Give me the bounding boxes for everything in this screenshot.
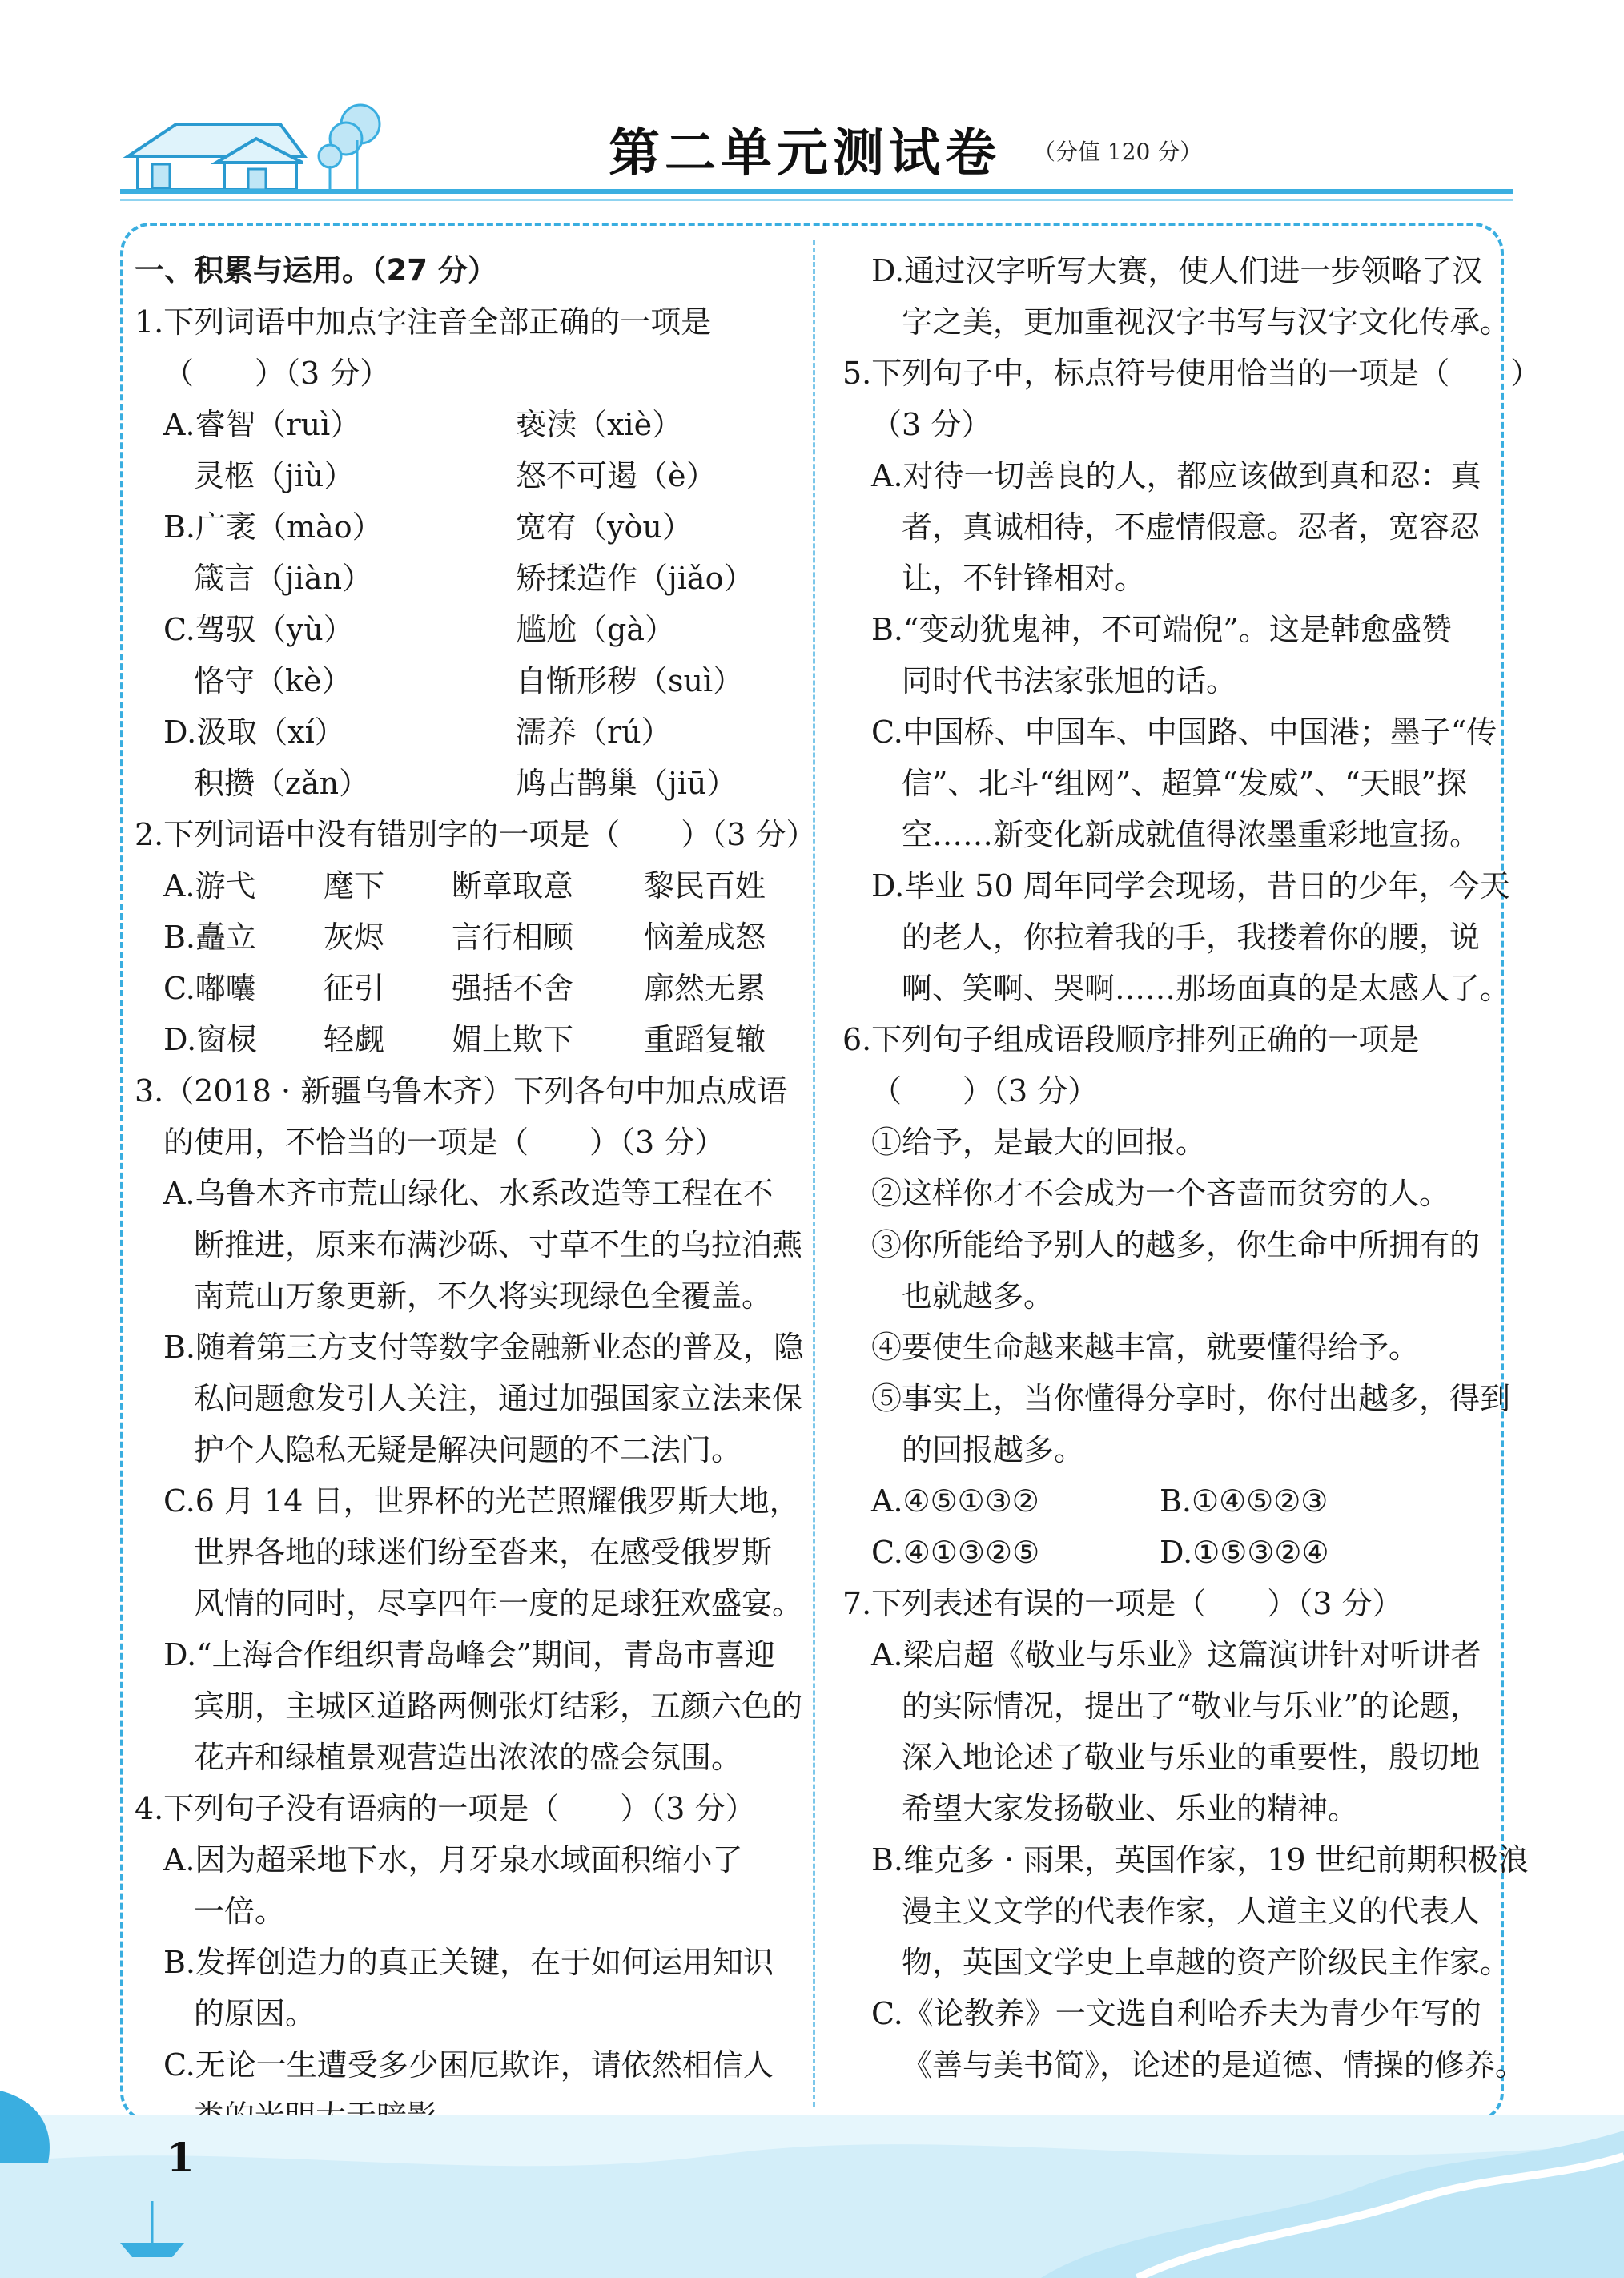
text-line: 同时代书法家张旭的话。: [902, 663, 1237, 698]
question-text: 6.下列句子组成语段顺序排列正确的一项是: [842, 1022, 1420, 1057]
option-row: [135, 399, 791, 450]
text-line: 希望大家发扬敬业、乐业的精神。: [902, 1791, 1359, 1826]
option-term: 尴尬（gà）: [516, 612, 675, 647]
option-word: C.嘟囔: [163, 971, 256, 1006]
option-term: 积攒（zǎn）: [194, 766, 370, 801]
text-line: 物，英国文学史上卓越的资产阶级民主作家。: [902, 1945, 1511, 1980]
option-word: 媚上欺下: [452, 1022, 574, 1057]
text-line: C.6 月 14 日，世界杯的光芒照耀俄罗斯大地，: [163, 1483, 800, 1519]
option-word: 断章取意: [452, 868, 574, 904]
option-word: 强括不舍: [452, 971, 574, 1006]
text-line: 《善与美书简》，论述的是道德、情操的修养。: [902, 2047, 1526, 2083]
option-row: [135, 553, 791, 604]
option-term: 亵渎（xiè）: [516, 407, 683, 442]
option-word: 灰烬: [324, 920, 385, 955]
text-line: 的实际情况，提出了“敬业与乐业”的论题，: [902, 1688, 1481, 1724]
option-row: [135, 758, 791, 809]
text-line: ⑤事实上，当你懂得分享时，你付出越多，得到: [871, 1381, 1511, 1416]
option-term: 濡养（rú）: [516, 714, 672, 750]
text-line: ③你所能给予别人的越多，你生命中所拥有的: [871, 1227, 1481, 1262]
text-line: （3 分）: [871, 407, 992, 442]
text-line: 南荒山万象更新，不久将实现绿色全覆盖。: [194, 1278, 773, 1314]
question-text: 3.（2018 · 新疆乌鲁木齐）下列各句中加点成语: [135, 1073, 788, 1109]
option-term: C.驾驭（yù）: [163, 612, 354, 647]
text-line: A.梁启超《敬业与乐业》这篇演讲针对听讲者: [871, 1637, 1481, 1672]
text-line: B.随着第三方支付等数字金融新业态的普及，隐: [163, 1330, 805, 1365]
score-note: （分值 120 分）: [1033, 139, 1203, 165]
text-line: A.因为超采地下水，月牙泉水域面积缩小了: [163, 1842, 743, 1878]
option-term: 矫揉造作（jiǎo）: [516, 561, 754, 596]
option-word: 恼羞成怒: [644, 920, 766, 955]
option-term: 宽宥（yòu）: [516, 509, 693, 545]
text-line: 风情的同时，尽享四年一度的足球狂欢盛宴。: [194, 1586, 803, 1621]
option-row: [135, 860, 791, 912]
page-header: [0, 0, 1624, 216]
text-line: B.维克多 · 雨果，英国作家，19 世纪前期积极浪: [871, 1842, 1529, 1878]
option-term: D.汲取（xí）: [163, 714, 345, 750]
text-line: ①给予，是最大的回报。: [871, 1125, 1207, 1160]
text-line: （ ）（3 分）: [871, 1073, 1099, 1109]
text-line: 的原因。: [194, 1996, 316, 2031]
text-line: 让，不针锋相对。: [902, 561, 1146, 596]
text-line: 的回报越多。: [902, 1432, 1085, 1467]
option-word: B.矗立: [163, 920, 257, 955]
text-line: 宾朋，主城区道路两侧张灯结彩，五颜六色的: [194, 1688, 803, 1724]
answer-option: C.④①③②⑤: [871, 1535, 1040, 1570]
option-term: 箴言（jiàn）: [194, 561, 373, 596]
option-row: [135, 706, 791, 758]
option-term: 鸠占鹊巢（jiū）: [516, 766, 738, 801]
option-term: 灵柩（jiù）: [194, 458, 355, 493]
text-line: 空……新变化新成就值得浓墨重彩地宣扬。: [902, 817, 1481, 852]
option-word: D.窗棂: [163, 1022, 258, 1057]
option-row: [135, 912, 791, 963]
text-line: 字之美，更加重视汉字书写与汉字文化传承。: [902, 304, 1511, 340]
text-line: 者，真诚相待，不虚情假意。忍者，宽容忍: [902, 509, 1481, 545]
answer-options: [842, 1527, 1491, 1578]
text-line: 一倍。: [194, 1894, 286, 1929]
text-line: B.“变动犹鬼神，不可端倪”。这是韩愈盛赞: [871, 612, 1452, 647]
question-text: 7.下列表述有误的一项是（ ）（3 分）: [842, 1586, 1403, 1621]
page-title: 第二单元测试卷: [609, 124, 1001, 183]
text-line: 的老人，你拉着我的手，我搂着你的腰，说: [902, 920, 1481, 955]
header-rule: [120, 189, 1513, 194]
text-line: 深入地论述了敬业与乐业的重要性，殷切地: [902, 1740, 1481, 1775]
answer-options: [842, 1475, 1491, 1527]
text-line: 护个人隐私无疑是解决问题的不二法门。: [194, 1432, 742, 1467]
text-line: 信”、北斗“组网”、超算“发威”、“天眼”探: [902, 766, 1467, 801]
option-word: 麾下: [324, 868, 385, 904]
question-text: 2.下列词语中没有错别字的一项是（ ）（3 分）: [135, 817, 817, 852]
option-row: [135, 450, 791, 501]
option-word: A.游弋: [163, 868, 256, 904]
option-row: [135, 501, 791, 553]
option-row: [135, 604, 791, 655]
text-line: 漫主义文学的代表作家，人道主义的代表人: [902, 1894, 1481, 1929]
section-heading: 一、积累与运用。（27 分）: [135, 253, 497, 288]
text-line: 的使用，不恰当的一项是（ ）（3 分）: [163, 1125, 726, 1160]
option-term: 怒不可遏（è）: [516, 458, 717, 493]
option-word: 言行相顾: [452, 920, 574, 955]
page-number: 1: [167, 2134, 195, 2181]
header-rule-thin: [120, 199, 1513, 201]
answer-option: D.①⑤③②④: [1160, 1535, 1329, 1570]
text-line: 啊、笑啊、哭啊……那场面真的是太感人了。: [902, 971, 1511, 1006]
option-word: 黎民百姓: [644, 868, 766, 904]
text-line: D.“上海合作组织青岛峰会”期间，青岛市喜迎: [163, 1637, 776, 1672]
text-line: ②这样你才不会成为一个吝啬而贫穷的人。: [871, 1176, 1450, 1211]
option-word: 廓然无累: [644, 971, 766, 1006]
text-line: 世界各地的球迷们纷至沓来，在感受俄罗斯: [194, 1535, 773, 1570]
option-term: B.广袤（mào）: [163, 509, 383, 545]
option-term: A.睿智（ruì）: [163, 407, 361, 442]
text-line: B.发挥创造力的真正关键，在于如何运用知识: [163, 1945, 774, 1980]
text-line: A.对待一切善良的人，都应该做到真和忍：真: [871, 458, 1481, 493]
text-line: C.中国桥、中国车、中国路、中国港；墨子“传: [871, 714, 1497, 750]
text-line: C.无论一生遭受多少困厄欺诈，请依然相信人: [163, 2047, 774, 2083]
right-column: [842, 245, 1542, 2091]
option-term: 自惭形秽（suì）: [516, 663, 744, 698]
option-row: [135, 1014, 791, 1065]
waves-decoration-icon: [0, 2067, 1624, 2278]
option-word: 征引: [324, 971, 385, 1006]
answer-option: A.④⑤①③②: [871, 1483, 1039, 1519]
option-term: 恪守（kè）: [194, 663, 352, 698]
text-line: 断推进，原来布满沙砾、寸草不生的乌拉泊燕: [194, 1227, 803, 1262]
question-text: 5.下列句子中，标点符号使用恰当的一项是（ ）: [842, 356, 1542, 391]
text-line: 花卉和绿植景观营造出浓浓的盛会氛围。: [194, 1740, 742, 1775]
text-line: ④要使生命越来越丰富，就要懂得给予。: [871, 1330, 1420, 1365]
text-line: A.乌鲁木齐市荒山绿化、水系改造等工程在不: [163, 1176, 774, 1211]
text-line: D.毕业 50 周年同学会现场，昔日的少年，今天: [871, 868, 1510, 904]
column-divider: [813, 240, 815, 2107]
option-word: 轻觑: [324, 1022, 385, 1057]
question-text: 1.下列词语中加点字注音全部正确的一项是: [135, 304, 712, 340]
text-line: C.《论教养》一文选自利哈乔夫为青少年写的: [871, 1996, 1481, 2031]
option-word: 重蹈复辙: [644, 1022, 766, 1057]
option-row: [135, 963, 791, 1014]
question-text: 4.下列句子没有语病的一项是（ ）（3 分）: [135, 1791, 756, 1826]
text-line: 也就越多。: [902, 1278, 1055, 1314]
option-row: [135, 655, 791, 706]
left-column: [135, 245, 817, 2142]
text-line: 私问题愈发引人关注，通过加强国家立法来保: [194, 1381, 803, 1416]
text-line: D.通过汉字听写大赛，使人们进一步领略了汉: [871, 253, 1483, 288]
answer-option: B.①④⑤②③: [1160, 1483, 1329, 1519]
text-line: （ ）（3 分）: [163, 356, 391, 391]
